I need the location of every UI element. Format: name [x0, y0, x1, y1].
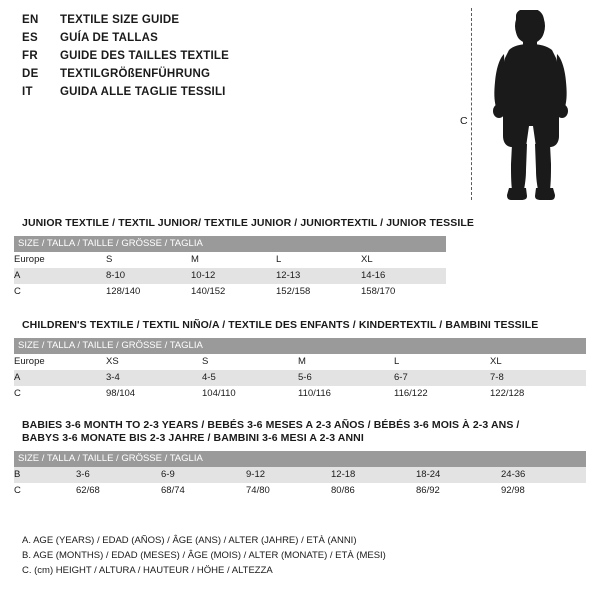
size-cell: XL	[490, 354, 586, 370]
size-cell: 140/152	[191, 284, 276, 300]
section-title-babies-line1: BABIES 3-6 MONTH TO 2-3 YEARS / BEBÉS 3-6 MESES A 2-3 AÑOS / BÉBÉS 3-6 MOIS À 2-3 ANS /	[22, 419, 520, 431]
size-cell: 6-7	[394, 370, 490, 386]
row-label: A	[14, 370, 106, 386]
table-row	[14, 252, 446, 268]
table-row	[14, 284, 446, 300]
size-cell: 3-6	[76, 467, 161, 483]
header-title: GUÍA DE TALLAS	[60, 32, 158, 44]
size-cell: XS	[106, 354, 202, 370]
size-cell: 110/116	[298, 386, 394, 402]
size-cell: 80/86	[331, 483, 416, 499]
size-cell: 24-36	[501, 467, 586, 483]
header-title: GUIDE DES TAILLES TEXTILE	[60, 50, 229, 62]
size-cell: 86/92	[416, 483, 501, 499]
table-row	[14, 483, 586, 499]
size-cell: 18-24	[416, 467, 501, 483]
size-cell: 128/140	[106, 284, 191, 300]
row-label: A	[14, 268, 106, 284]
section-title-babies	[22, 419, 519, 445]
size-cell: S	[202, 354, 298, 370]
size-cell: 104/110	[202, 386, 298, 402]
size-cell: 7-8	[490, 370, 586, 386]
size-cell: 3-4	[106, 370, 202, 386]
size-cell: 5-6	[298, 370, 394, 386]
table-row	[14, 354, 586, 370]
language-code: FR	[22, 50, 38, 62]
section-title-babies-line2: BABYS 3-6 MONATE BIS 2-3 JAHRE / BAMBINI 3-6 MESI A 2-3 ANNI	[22, 432, 364, 444]
table-band-row	[14, 338, 586, 354]
footnote-c: C. (cm) HEIGHT / ALTURA / HAUTEUR / HÖHE / ALTEZZA	[22, 565, 273, 576]
band-label: SIZE / TALLA / TAILLE / GRÖSSE / TAGLIA	[14, 338, 586, 354]
table-row	[14, 467, 586, 483]
row-label: C	[14, 386, 106, 402]
table-band-row	[14, 236, 446, 252]
footnote-a: A. AGE (YEARS) / EDAD (AÑOS) / ÂGE (ANS) / ALTER (JAHRE) / ETÀ (ANNI)	[22, 535, 357, 546]
measure-label-c: C	[460, 115, 468, 127]
size-cell: 9-12	[246, 467, 331, 483]
size-cell: 6-9	[161, 467, 246, 483]
band-label: SIZE / TALLA / TAILLE / GRÖSSE / TAGLIA	[14, 236, 446, 252]
children-size-table	[14, 338, 586, 402]
size-cell: 8-10	[106, 268, 191, 284]
row-label: Europe	[14, 354, 106, 370]
babies-size-table	[14, 451, 586, 499]
table-band-row	[14, 451, 586, 467]
size-cell: 122/128	[490, 386, 586, 402]
header-row	[22, 14, 402, 32]
size-cell: 116/122	[394, 386, 490, 402]
language-code: ES	[22, 32, 38, 44]
size-cell: 62/68	[76, 483, 161, 499]
size-cell: 98/104	[106, 386, 202, 402]
size-cell: L	[394, 354, 490, 370]
section-title-children: CHILDREN'S TEXTILE / TEXTIL NIÑO/A / TEXTILE DES ENFANTS / KINDERTEXTIL / BAMBINI TESSILE	[22, 319, 539, 331]
size-cell: 12-13	[276, 268, 361, 284]
header-title: GUIDA ALLE TAGLIE TESSILI	[60, 86, 226, 98]
row-label: Europe	[14, 252, 106, 268]
size-cell: 68/74	[161, 483, 246, 499]
header-row	[22, 86, 402, 104]
header-title: TEXTILGRÖßENFÜHRUNG	[60, 68, 211, 80]
size-cell: 14-16	[361, 268, 446, 284]
size-cell: M	[298, 354, 394, 370]
size-cell: 4-5	[202, 370, 298, 386]
size-cell: 74/80	[246, 483, 331, 499]
size-cell: 10-12	[191, 268, 276, 284]
table-row	[14, 370, 586, 386]
header-row	[22, 50, 402, 68]
size-cell: L	[276, 252, 361, 268]
size-cell: S	[106, 252, 191, 268]
footnote-b: B. AGE (MONTHS) / EDAD (MESES) / ÂGE (MOIS) / ALTER (MONATE) / ETÀ (MESI)	[22, 550, 386, 561]
language-code: DE	[22, 68, 39, 80]
measurement-figure	[440, 8, 590, 200]
row-label: B	[14, 467, 76, 483]
size-cell: 12-18	[331, 467, 416, 483]
footnotes	[22, 533, 522, 578]
table-row	[14, 268, 446, 284]
band-label: SIZE / TALLA / TAILLE / GRÖSSE / TAGLIA	[14, 451, 586, 467]
header-row	[22, 68, 402, 86]
size-cell: XL	[361, 252, 446, 268]
header-title: TEXTILE SIZE GUIDE	[60, 14, 180, 26]
size-cell: 92/98	[501, 483, 586, 499]
table-row	[14, 386, 586, 402]
size-cell: 152/158	[276, 284, 361, 300]
size-cell: 158/170	[361, 284, 446, 300]
header-language-list	[22, 14, 402, 104]
section-title-junior: JUNIOR TEXTILE / TEXTIL JUNIOR/ TEXTILE JUNIOR / JUNIORTEXTIL / JUNIOR TESSILE	[22, 217, 474, 229]
language-code: IT	[22, 86, 33, 98]
header-row	[22, 32, 402, 50]
child-silhouette-icon	[476, 10, 586, 202]
size-cell: M	[191, 252, 276, 268]
row-label: C	[14, 284, 106, 300]
height-measure-line	[471, 8, 472, 200]
row-label: C	[14, 483, 76, 499]
junior-size-table	[14, 236, 446, 300]
language-code: EN	[22, 14, 39, 26]
